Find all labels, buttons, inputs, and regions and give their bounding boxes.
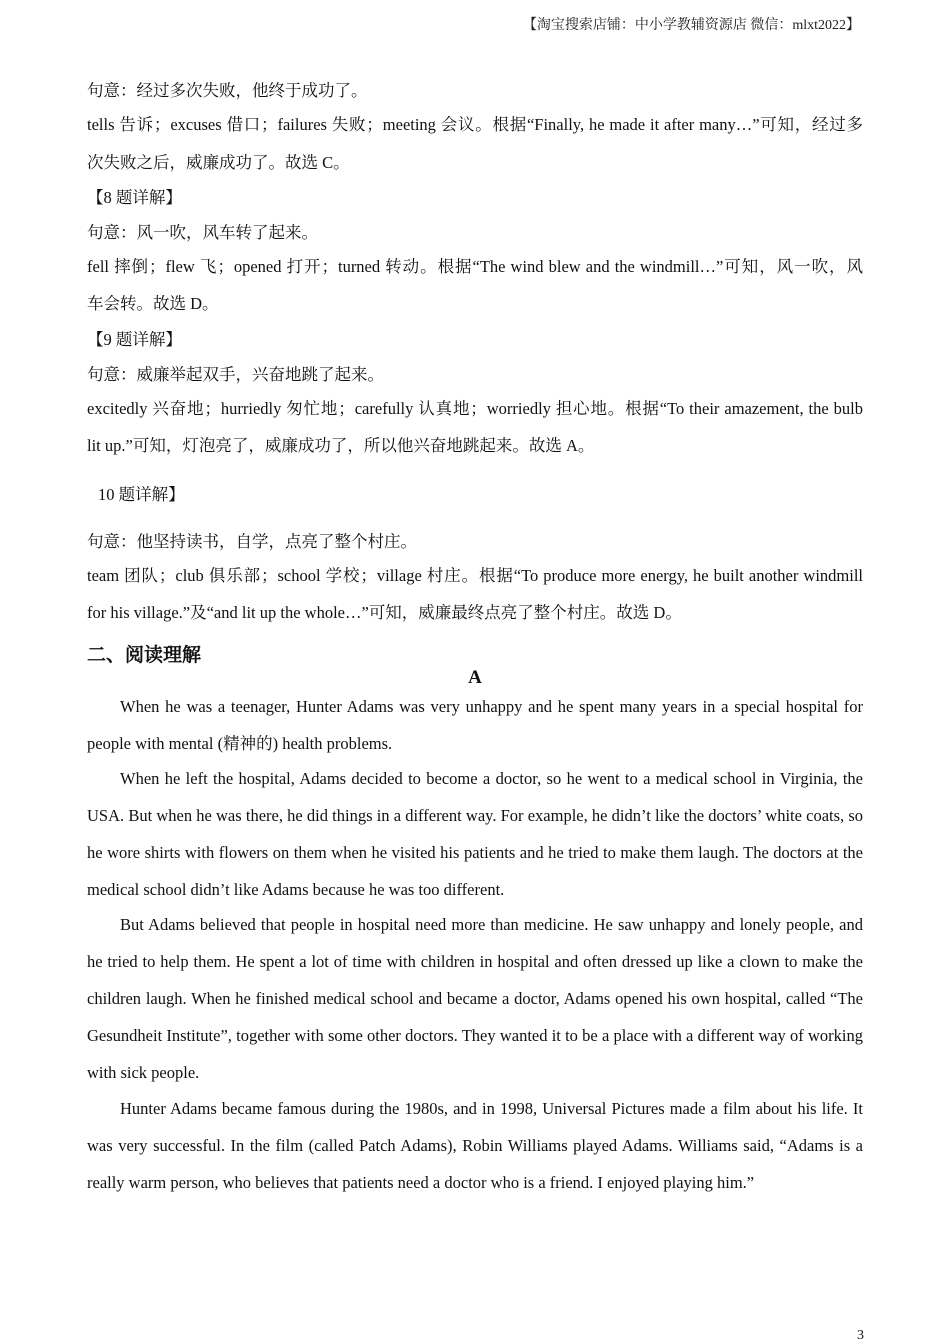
passage-paragraph-4	[87, 1090, 863, 1201]
passage-paragraph-1-text: When he was a teenager, Hunter Adams was very unhappy and he spent many years in a special hospital for people with mental (精神的) health problems.	[87, 697, 863, 753]
section-title: 二、阅读理解	[87, 644, 202, 666]
q9-explanation-line-1: excitedly 兴奋地；hurriedly 匆忙地；carefully 认真地；worriedly 担心地。根据“To their amazement, the bulb	[87, 399, 863, 418]
passage-paragraph-3-text: But Adams believed that people in hospital need more than medicine. He saw unhappy and lonely people, and he tried to help them. He spent a lot of time with children in hospital and often dressed up like a clown to make the children laugh. When he finished medical school and became a doctor, Adams opened his own hospital, called “The Gesundheit Institute”, together with some other doctors. They wanted it to be a place with a different way of working with sick people.	[87, 915, 863, 1082]
q10-meaning: 句意：他坚持读书，自学，点亮了整个村庄。	[87, 532, 417, 551]
q8-meaning: 句意：风一吹，风车转了起来。	[87, 223, 318, 242]
passage-paragraph-3	[87, 906, 863, 1091]
q7-meaning: 句意：经过多次失败，他终于成功了。	[87, 81, 368, 100]
q7-explanation-line-1: tells 告诉；excuses 借口；failures 失败；meeting 会议。根据“Finally, he made it after many…”可知，经过多	[87, 115, 863, 134]
passage-paragraph-4-text: Hunter Adams became famous during the 1980s, and in 1998, Universal Pictures made a film about his life. It was very successful. In the film (called Patch Adams), Robin Williams played Adams. Williams said, “Adams is a really warm person, who believes that patients need a doctor who is a friend. I enjoyed playing him.”	[87, 1099, 863, 1192]
q8-explanation-line-1: fell 摔倒；flew 飞；opened 打开；turned 转动。根据“The wind blew and the windmill…”可知，风一吹，风	[87, 257, 863, 276]
passage-paragraph-2	[87, 760, 863, 908]
q9-explanation-line-2: lit up.”可知，灯泡亮了，威廉成功了，所以他兴奋地跳起来。故选 A。	[87, 436, 595, 455]
q10-heading: 10 题详解】	[98, 485, 185, 504]
q8-heading: 【8 题详解】	[87, 188, 182, 207]
page-number: 3	[857, 1328, 864, 1343]
q10-explanation-line-2: for his village.”及“and lit up the whole…”可知，威廉最终点亮了整个村庄。故选 D。	[87, 603, 682, 622]
passage-paragraph-1	[87, 688, 863, 762]
passage-label: A	[468, 667, 482, 688]
passage-paragraph-2-text: When he left the hospital, Adams decided to become a doctor, so he went to a medical school in Virginia, the USA. But when he was there, he did things in a different way. For example, he didn’t like the doctors’ white coats, so he wore shirts with flowers on them when he visited his patients and he tried to make them laugh. The doctors at the medical school didn’t like Adams because he was too different.	[87, 769, 863, 899]
q8-explanation-line-2: 车会转。故选 D。	[87, 294, 219, 313]
q9-heading: 【9 题详解】	[87, 330, 182, 349]
q9-meaning: 句意：威廉举起双手，兴奋地跳了起来。	[87, 365, 384, 384]
header-note: 【淘宝搜索店铺：中小学教辅资源店 微信：mlxt2022】	[522, 18, 860, 33]
q10-explanation-line-1: team 团队；club 俱乐部；school 学校；village 村庄。根据“To produce more energy, he built another windmill	[87, 566, 863, 585]
q7-explanation-line-2: 次失败之后，威廉成功了。故选 C。	[87, 153, 350, 172]
